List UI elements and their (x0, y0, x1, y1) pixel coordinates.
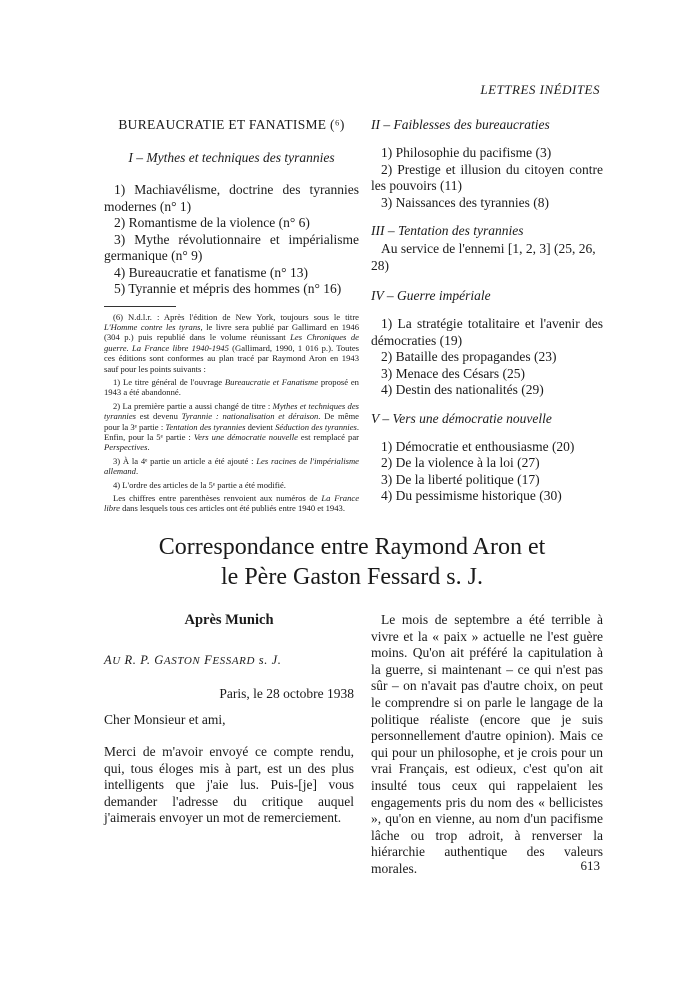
part-5-block (371, 411, 603, 505)
part-3-line: Au service de l'ennemi [1, 2, 3] (25, 26, 28) (371, 241, 596, 273)
letter-paragraph-2: Le mois de septembre a été terrible à vivre et la « paix » actuelle ne l'est guère moins. Qu'on ait préféré la capitulation à la guerre, si maintenant – ce qui n'est pas sûr – on n'avait pas d'autre choix, on peut le comprendre si on parle le langage de la politique réaliste (encore que je suis personnellement d'autre opinion). Mais ce qui pour un philosophe, et je crois pour un vrai Français, est odieux, c'est qu'on ait insulté tous ceux qui rappelaient les engagements pris du nom des « bellicistes », qu'on en vienne, au nom d'un pacifisme lâche ou trop adroit, à renverser la hiérarchie authentique des valeurs morales. (371, 612, 603, 876)
footnote-point-3: 3) À la 4ᵉ partie un article a été ajouté : Les racines de l'impérialisme allemand. (104, 455, 359, 477)
list-item: 1) La stratégie totalitaire et l'avenir des démocraties (19) (371, 316, 603, 348)
part-4-heading: IV – Guerre impériale (371, 288, 491, 303)
list-item: 3) Menace des Césars (25) (381, 365, 525, 381)
list-item: 3) Naissances des tyrannies (8) (381, 194, 549, 210)
letter-paragraph-1: Merci de m'avoir envoyé ce compte rendu, qui, tous éloges mis à part, est un des plus intelligents que j'aie lus. Puis-[je] vous demander l'adresse du critique auquel j'aimerais envoyer un mot de remerciement. (104, 744, 354, 826)
letter-heading: Après Munich (184, 612, 274, 628)
part-4-list (371, 316, 603, 399)
part-2-list (371, 145, 603, 211)
footnote-point-4: 4) L'ordre des articles de la 5ᵉ partie a été modifié. (113, 479, 286, 490)
part-1-heading: I – Mythes et techniques des tyrannies (128, 150, 335, 165)
footnote-marker: (⁶) (330, 117, 345, 132)
list-item: 4) Du pessimisme historique (30) (381, 488, 562, 503)
footnote-point-1: 1) Le titre général de l'ouvrage Bureaucratie et Fanatisme proposé en 1943 a été abandonné. (104, 376, 359, 398)
part-2-block (371, 117, 603, 211)
list-item: 5) Tyrannie et mépris des hommes (n° 16) (114, 281, 342, 296)
list-item: 2) Bataille des propagandes (23) (381, 349, 557, 364)
list-item: 1) Machiavélisme, doctrine des tyrannies modernes (n° 1) (104, 182, 359, 214)
footnote-point-2: 2) La première partie a aussi changé de titre : Mythes et techniques des tyrannies est devenu Tyrannie : nationalisation et déraison. De même pour la 3ᵉ partie : Tentation des tyrannies devient Séduction des tyrannies. Enfin, pour la 5ᵉ partie : Vers une démocratie nouvelle est remplacé par Perspectives. (104, 400, 360, 453)
letter-column-left (104, 612, 354, 827)
part-2-heading: II – Faiblesses des bureaucraties (371, 117, 550, 132)
list-item: 2) De la violence à la loi (27) (381, 455, 540, 470)
part-3-block (371, 223, 603, 274)
footnotes (104, 312, 359, 514)
running-head: LETTRES INÉDITES (480, 82, 600, 97)
part-3-heading: III – Tentation des tyrannies (371, 223, 524, 238)
part-5-heading: V – Vers une démocratie nouvelle (371, 410, 552, 426)
section-title-text: BUREAUCRATIE ET FANATISME (118, 117, 327, 132)
letter-addressee: AU R. P. GASTON FESSARD s. J. (104, 653, 282, 667)
article-title-line-1: Correspondance entre Raymond Aron et (158, 534, 546, 560)
list-item: 1) Démocratie et enthousiasme (20) (381, 438, 575, 454)
letter-salutation: Cher Monsieur et ami, (104, 712, 226, 727)
article-title (100, 532, 604, 592)
list-item: 2) Romantisme de la violence (n° 6) (114, 215, 310, 230)
footnote-6: (6) N.d.l.r. : Après l'édition de New York, toujours sous le titre L'Homme contre les tyrans, le livre sera publié par Gallimard en 1946 (304 p.) puis republié dans le volume réunissant Les Chroniques de guerre. La France libre 1940-1945 (Gallimard, 1990, 1 016 p.). Toutes ces éditions sont conformes au plan tracé par Raymond Aron en 1943 sauf pour les points suivants : (104, 311, 360, 374)
letter-dateline: Paris, le 28 octobre 1938 (219, 686, 354, 701)
plan-column-right (371, 117, 603, 517)
page-number: 613 (580, 858, 600, 873)
plan-column-left (104, 117, 359, 517)
article-title-line-2: le Père Gaston Fessard s. J. (221, 564, 483, 590)
part-1-list (104, 182, 359, 298)
section-title (104, 117, 359, 133)
list-item: 3) De la liberté politique (17) (381, 471, 540, 487)
part-5-list (371, 439, 603, 505)
list-item: 3) Mythe révolutionnaire et impérialisme germanique (n° 9) (104, 231, 359, 263)
list-item: 4) Destin des nationalités (29) (381, 382, 544, 397)
part-4-block (371, 288, 603, 399)
list-item: 2) Prestige et illusion du citoyen contre les pouvoirs (11) (371, 161, 603, 193)
list-item: 1) Philosophie du pacifisme (3) (381, 145, 552, 160)
footnote-point-5: Les chiffres entre parenthèses renvoient aux numéros de La France libre dans lesquels tous ces articles ont été publiés entre 1940 et 1943. (104, 493, 360, 514)
letter-column-right (371, 612, 603, 878)
list-item: 4) Bureaucratie et fanatisme (n° 13) (114, 264, 308, 280)
footnote-rule (104, 306, 176, 307)
